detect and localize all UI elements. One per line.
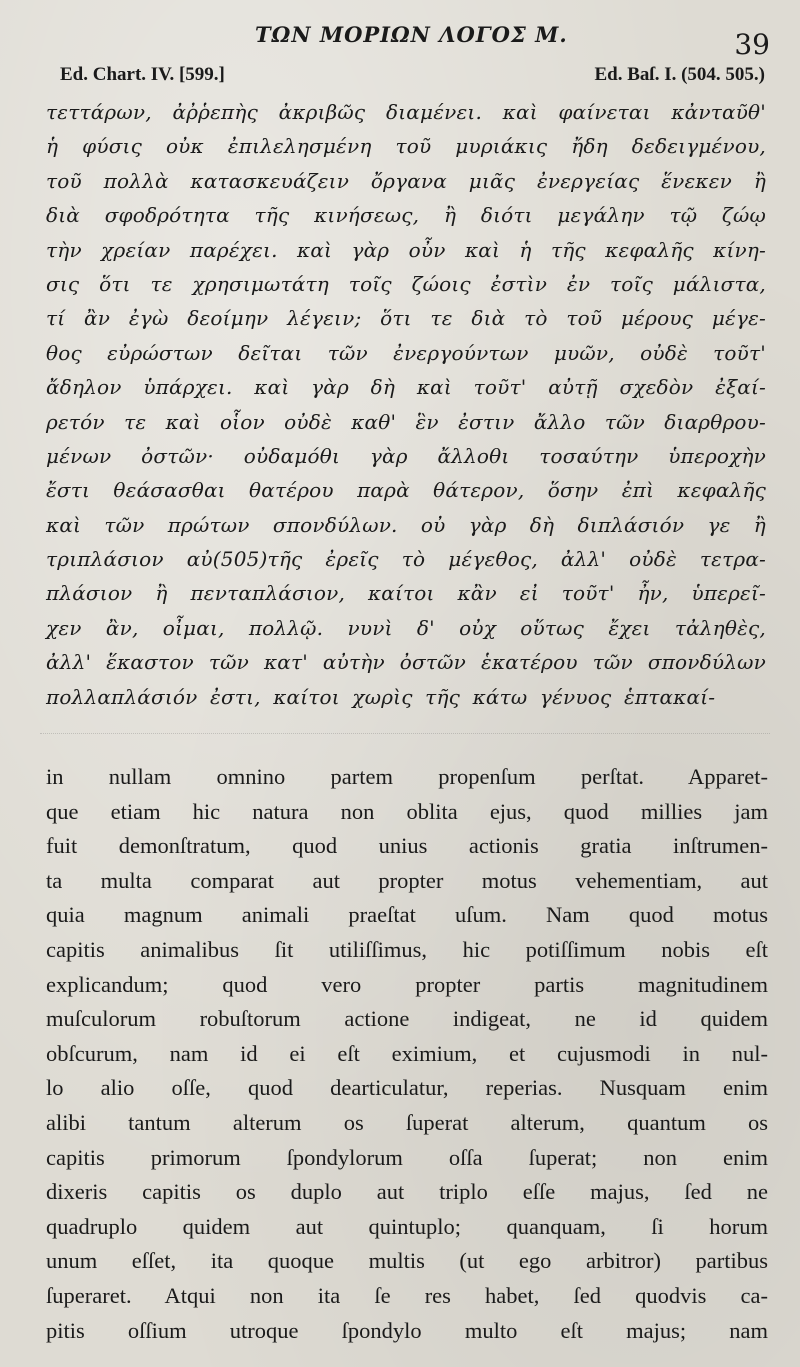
running-title: ΤΩΝ ΜΟΡΙΩΝ ΛΟΓΟΣ Μ. [255,22,568,47]
latin-line: unum eſſet, ita quoque multis (ut ego arbitror) partibus [46,1248,768,1274]
latin-line: muſculorum robuſtorum actione indigeat, ne id quidem [46,1006,768,1032]
greek-line: τὴν χρείαν παρέχει. καὶ γὰρ οὖν καὶ ἡ τῆς κεφαλῆς κίνη- [46,237,766,262]
latin-line: quadruplo quidem aut quintuplo; quanquam, ſi horum [46,1213,768,1239]
greek-line: τεττάρων, ἀῤῥεπὴς ἀκριβῶς διαμένει. καὶ φαίνεται κἀνταῦθ' [46,100,766,124]
greek-line: ἡ φύσις οὐκ ἐπιλελησμένη τοῦ μυριάκις ἤδη δεδειγμένου, [46,134,766,159]
greek-line: χεν ἂν, οἶμαι, πολλῷ. νυνὶ δ' οὐχ οὕτως ἔχει τἀληθὲς, [46,615,766,640]
edition-references [60,64,765,90]
running-head [0,18,800,61]
greek-line: καὶ τῶν πρώτων σπονδύλων. οὐ γὰρ δὴ διπλάσιόν γε ἢ [46,512,766,537]
greek-line: ἔστι θεάσασθαι θατέρου παρὰ θάτερον, ὅσην ἐπὶ κεφαλῆς [46,478,766,503]
greek-line: ἀλλ' ἕκαστον τῶν κατ' αὐτὴν ὀστῶν ἑκατέρου τῶν σπονδύλων [46,650,766,675]
greek-line: τοῦ πολλὰ κατασκευάζειν ὄργανα μιᾶς ἐνεργείας ἕνεκεν ἢ [46,168,766,193]
latin-line: dixeris capitis os duplo aut triplo eſſe majus, ſed ne [46,1179,768,1205]
greek-line: πολλαπλάσιόν ἐστι, καίτοι χωρὶς τῆς κάτω γένυος ἑπτακαί- [46,684,716,709]
greek-line: ρετόν τε καὶ οἷον οὐδὲ καθ' ἓν ἐστιν ἄλλο τῶν διαρθρου- [46,409,766,434]
greek-line: ἄδηλον ὑπάρχει. καὶ γὰρ δὴ καὶ τοῦτ' αὐτῇ σχεδὸν ἐξαί- [46,375,766,400]
greek-line: διὰ σφοδρότητα τῆς κινήσεως, ἢ διότι μεγάλην τῷ ζώῳ [46,203,766,228]
greek-text [46,95,766,714]
latin-line: in nullam omnino partem propenſum perſtat. Apparet- [46,764,768,789]
latin-line: que etiam hic natura non oblita ejus, quod millies jam [46,798,768,824]
latin-line: ta multa comparat aut propter motus vehementiam, aut [46,867,768,893]
latin-line: capitis primorum ſpondylorum oſſa ſuperat; non enim [46,1144,768,1170]
latin-line: lo alio oſſe, quod dearticulatur, reperias. Nusquam enim [46,1075,768,1101]
greek-line: πλάσιον ἢ πενταπλάσιον, καίτοι κἂν εἰ τοῦτ' ἦν, ὑπερεῖ- [46,581,766,606]
latin-line: fuit demonſtratum, quod unius actionis gratia inſtrumen- [46,833,768,859]
page-number: 39 [734,28,770,61]
latin-line: explicandum; quod vero propter partis magnitudinem [46,971,768,997]
greek-line: θος εὐρώστων δεῖται τῶν ἐνεργούντων μυῶν, οὐδὲ τοῦτ' [46,340,766,365]
edition-basel: Ed. Baſ. I. (504. 505.) [594,64,765,85]
greek-line: τριπλάσιον αὐ(505)τῆς ἐρεῖς τὸ μέγεθος, ἀλλ' οὐδὲ τετρα- [46,547,766,572]
greek-line: μένων ὀστῶν· οὐδαμόθι γὰρ ἄλλοθι τοσαύτην ὑπεροχὴν [46,443,766,468]
latin-line: pitis oſſium utroque ſpondylo multo eſt majus; nam [46,1317,768,1343]
greek-line: τί ἂν ἐγὼ δεοίμην λέγειν; ὅτι τε διὰ τὸ τοῦ μέρους μέγε- [46,306,766,331]
latin-line: ſuperaret. Atqui non ita ſe res habet, ſed quodvis ca- [46,1282,768,1308]
latin-line: alibi tantum alterum os ſuperat alterum, quantum os [46,1109,768,1135]
latin-line: quia magnum animali praeſtat uſum. Nam quod motus [46,902,768,928]
latin-text [46,760,768,1348]
latin-line: capitis animalibus ſit utiliſſimus, hic potiſſimum nobis eſt [46,936,768,962]
edition-chartier: Ed. Chart. IV. [599.] [60,64,225,85]
show-through-line [40,733,770,750]
latin-line: obſcurum, nam id ei eſt eximium, et cujusmodi in nul- [46,1040,768,1066]
greek-line: σις ὅτι τε χρησιμωτάτη τοῖς ζώοις ἐστὶν ἐν τοῖς μάλιστα, [46,271,766,296]
